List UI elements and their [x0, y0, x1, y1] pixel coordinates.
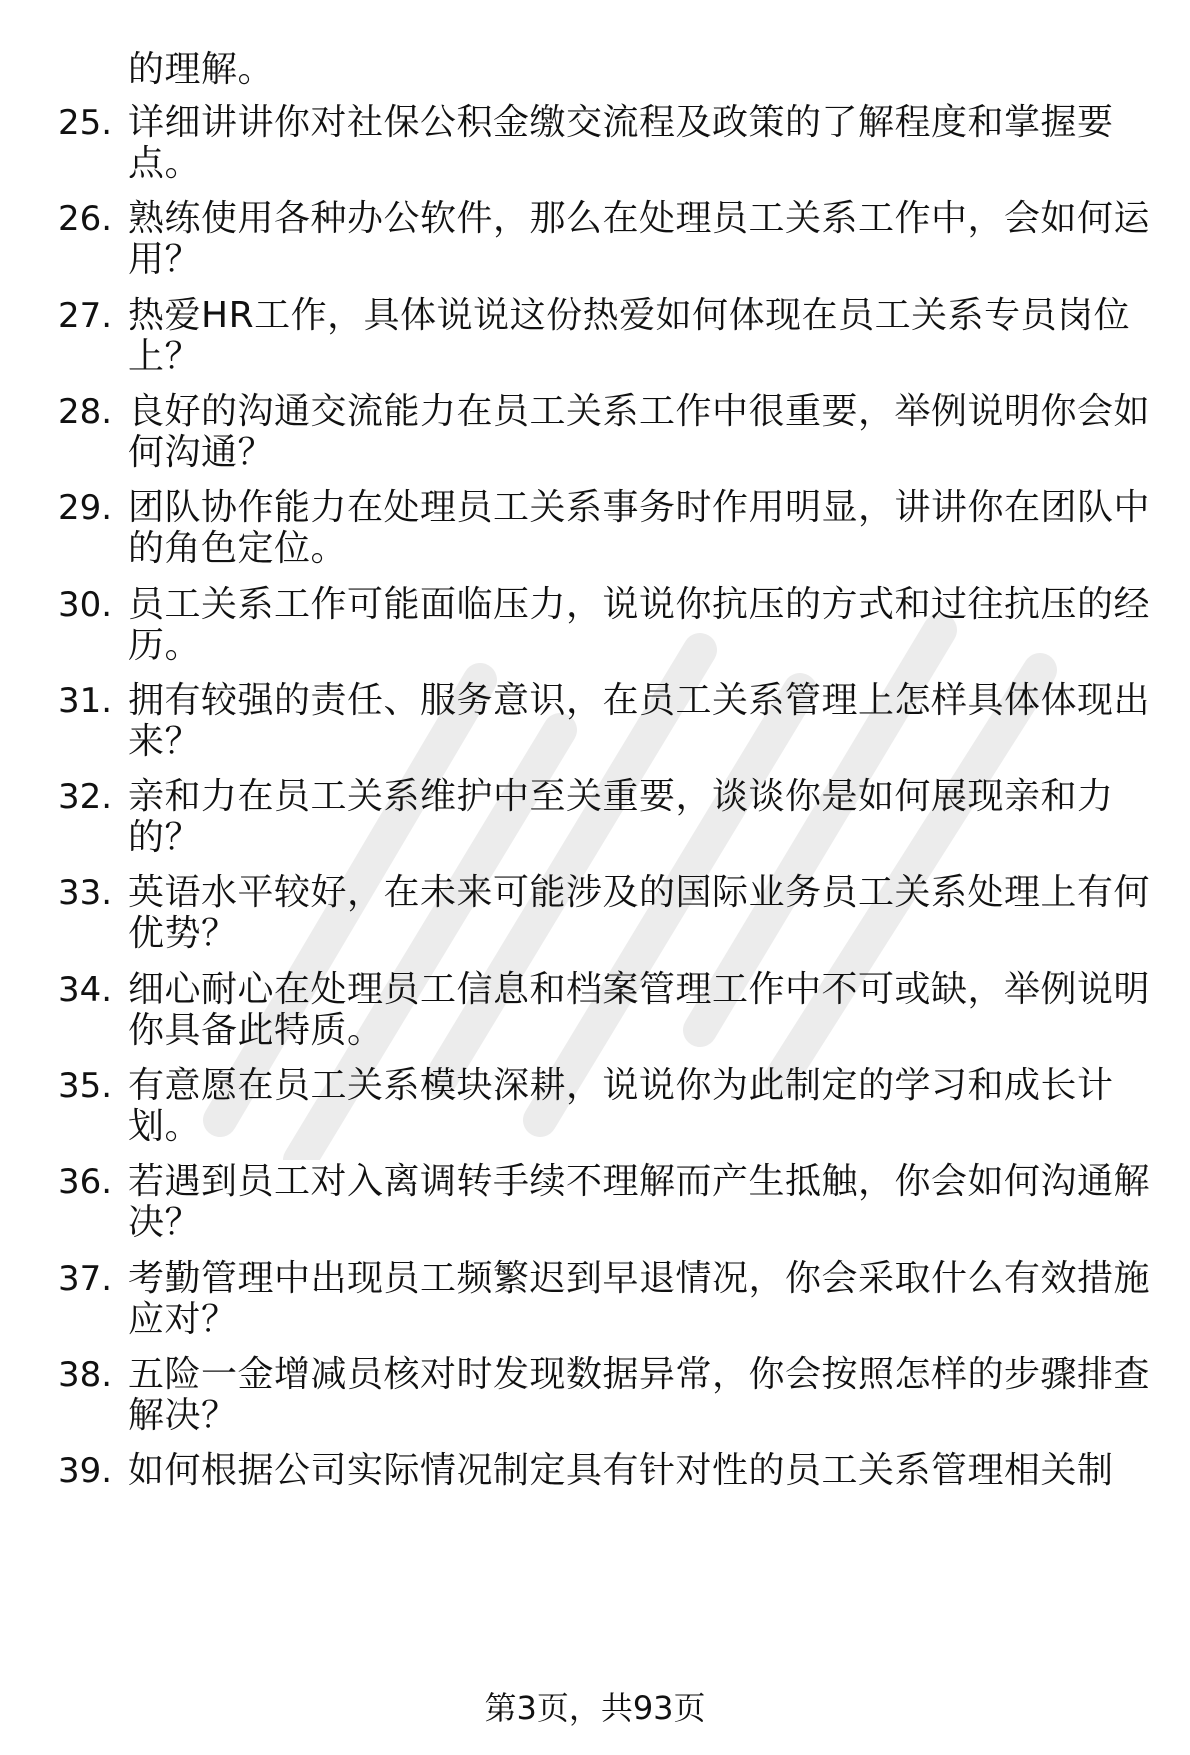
question-text-line: 何沟通？: [128, 431, 275, 473]
question-text-line: 考勤管理中出现员工频繁迟到早退情况，你会采取什么有效措施: [128, 1257, 1151, 1299]
question-number: 29.: [58, 488, 113, 529]
question-text-line: 团队协作能力在处理员工关系事务时作用明显，讲讲你在团队中: [128, 487, 1151, 529]
question-number: 39.: [58, 1451, 113, 1492]
question-number: 33.: [58, 873, 113, 914]
question-number: 36.: [58, 1162, 113, 1203]
continuation-text: 的理解。: [128, 49, 275, 90]
question-number: 27.: [58, 295, 113, 336]
question-text-line: 点。: [128, 143, 202, 184]
question-text-line: 的？: [128, 817, 202, 859]
question-text-line: 亲和力在员工关系维护中至关重要，谈谈你是如何展现亲和力: [128, 776, 1114, 818]
question-number: 34.: [58, 969, 113, 1010]
question-text-line: 划。: [128, 1106, 202, 1147]
question-text-line: 用？: [128, 239, 202, 281]
question-number: 28.: [58, 391, 113, 432]
question-text-line: 来？: [128, 720, 202, 762]
question-text-line: 的角色定位。: [128, 528, 348, 570]
question-text-line: 员工关系工作可能面临压力，说说你抗压的方式和过往抗压的经: [128, 583, 1151, 625]
question-text-line: 热爱HR工作，具体说说这份热爱如何体现在员工关系专员岗位: [128, 294, 1131, 336]
question-text-line: 有意愿在员工关系模块深耕，说说你为此制定的学习和成长计: [128, 1065, 1114, 1106]
question-text-line: 熟练使用各种办公软件，那么在处理员工关系工作中，会如何运: [128, 198, 1151, 240]
question-number: 38.: [58, 1354, 113, 1395]
question-text-line: 解决？: [128, 1394, 238, 1436]
page-footer: 第3页，共93页: [484, 1689, 706, 1727]
question-text-line: 细心耐心在处理员工信息和档案管理工作中不可或缺，举例说明: [128, 968, 1151, 1010]
question-number: 30.: [58, 584, 113, 625]
question-text-line: 五险一金增减员核对时发现数据异常，你会按照怎样的步骤排查: [128, 1353, 1151, 1395]
question-text-line: 如何根据公司实际情况制定具有针对性的员工关系管理相关制: [128, 1450, 1114, 1492]
question-number: 26.: [58, 199, 113, 240]
question-text-line: 历。: [128, 624, 202, 666]
question-text-line: 你具备此特质。: [128, 1009, 384, 1051]
question-text-line: 若遇到员工对入离调转手续不理解而产生抵触，你会如何沟通解: [128, 1161, 1151, 1203]
question-text-line: 上？: [128, 335, 202, 377]
question-text-line: 英语水平较好，在未来可能涉及的国际业务员工关系处理上有何: [128, 872, 1151, 914]
question-text-line: 良好的沟通交流能力在员工关系工作中很重要，举例说明你会如: [128, 390, 1151, 432]
question-text-line: 详细讲讲你对社保公积金缴交流程及政策的了解程度和掌握要: [128, 102, 1114, 143]
question-number: 35.: [58, 1066, 113, 1106]
question-number: 31.: [58, 680, 113, 721]
question-text-line: 拥有较强的责任、服务意识，在员工关系管理上怎样具体体现出: [128, 679, 1151, 721]
question-text-line: 决？: [128, 1202, 202, 1244]
question-number: 25.: [58, 103, 113, 143]
question-text-line: 应对？: [128, 1298, 238, 1340]
question-number: 37.: [58, 1258, 113, 1299]
question-text-line: 优势？: [128, 913, 238, 955]
question-number: 32.: [58, 777, 113, 818]
